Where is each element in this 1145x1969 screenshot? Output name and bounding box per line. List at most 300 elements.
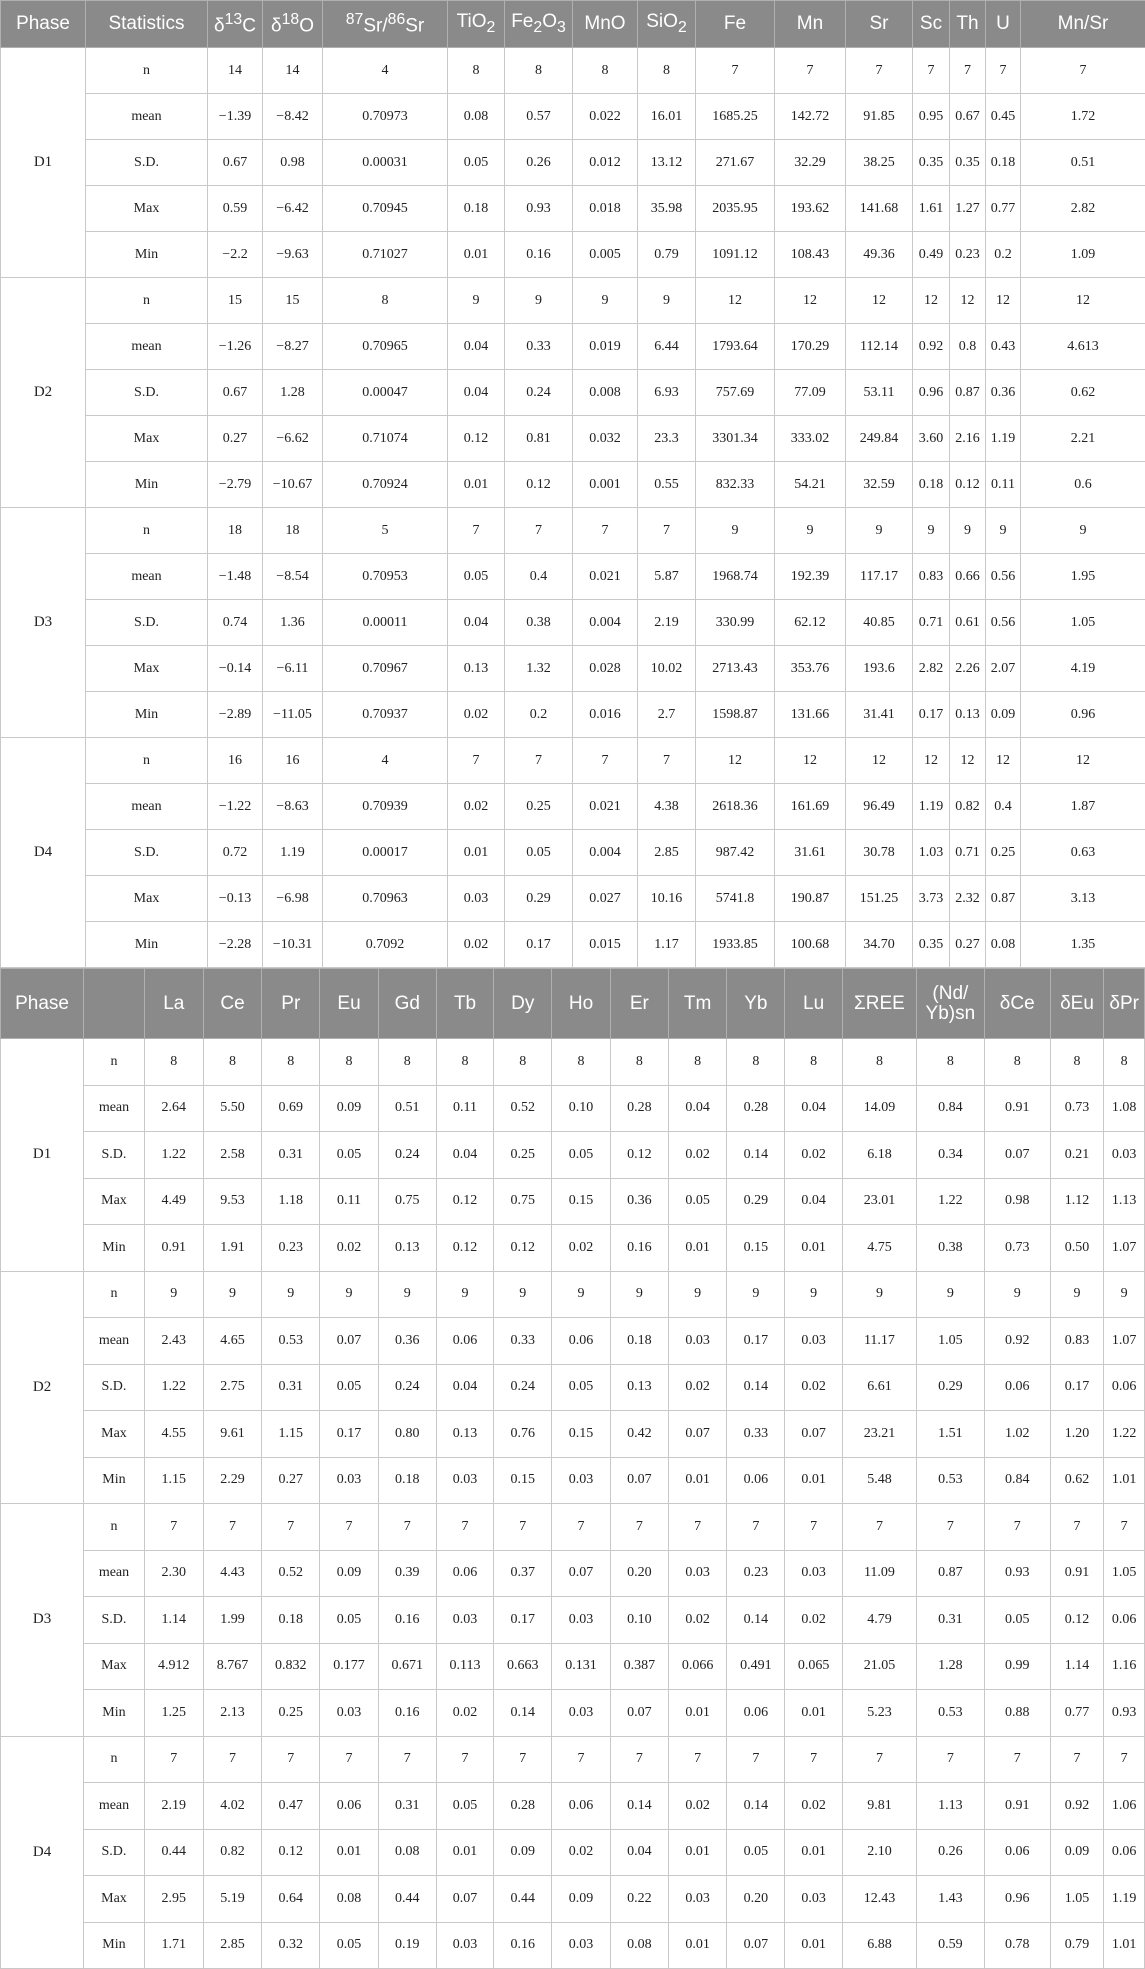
value-cell: 0.24	[378, 1364, 436, 1411]
value-cell: −8.42	[263, 94, 323, 140]
value-cell: 0.06	[1104, 1597, 1145, 1644]
statistic-label: mean	[84, 1550, 145, 1597]
value-cell: 0.96	[1021, 692, 1145, 738]
value-cell: 1968.74	[696, 554, 775, 600]
value-cell: 7	[986, 48, 1021, 94]
value-cell: 12	[986, 278, 1021, 324]
value-cell: 23.01	[842, 1178, 916, 1225]
value-cell: 1.16	[1104, 1643, 1145, 1690]
value-cell: 8	[552, 1039, 611, 1086]
value-cell: 2.75	[203, 1364, 262, 1411]
value-cell: 0.005	[573, 232, 638, 278]
value-cell: 1091.12	[696, 232, 775, 278]
value-cell: 0.28	[610, 1085, 668, 1132]
value-cell: −8.27	[263, 324, 323, 370]
header-phase: Phase	[1, 1, 86, 48]
value-cell: 9	[913, 508, 950, 554]
value-cell: 0.25	[494, 1132, 552, 1179]
value-cell: 0.06	[552, 1318, 611, 1365]
value-cell: 0.14	[727, 1783, 785, 1830]
value-cell: 757.69	[696, 370, 775, 416]
value-cell: 0.387	[610, 1643, 668, 1690]
header-sc: Sc	[913, 1, 950, 48]
statistic-label: S.D.	[84, 1597, 145, 1644]
value-cell: 0.47	[262, 1783, 320, 1830]
value-cell: 0.70939	[323, 784, 448, 830]
statistic-label: Max	[86, 876, 208, 922]
header-gd: Gd	[378, 969, 436, 1039]
value-cell: 0.05	[668, 1178, 727, 1225]
value-cell: 40.85	[846, 600, 913, 646]
value-cell: 7	[610, 1736, 668, 1783]
value-cell: 0.08	[448, 94, 505, 140]
value-cell: 0.01	[668, 1225, 727, 1272]
value-cell: 0.91	[144, 1225, 203, 1272]
header-ce: δCe	[984, 969, 1050, 1039]
value-cell: 32.59	[846, 462, 913, 508]
value-cell: 1.15	[262, 1411, 320, 1458]
value-cell: 23.3	[638, 416, 696, 462]
value-cell: 15	[208, 278, 263, 324]
value-cell: 0.84	[916, 1085, 984, 1132]
value-cell: 249.84	[846, 416, 913, 462]
table-row	[1, 554, 1145, 600]
value-cell: 0.03	[785, 1550, 843, 1597]
value-cell: 0.44	[378, 1876, 436, 1923]
value-cell: 0.05	[448, 554, 505, 600]
value-cell: 16	[208, 738, 263, 784]
value-cell: 0.52	[262, 1550, 320, 1597]
value-cell: 12	[696, 278, 775, 324]
phase-cell: D1	[1, 48, 86, 278]
value-cell: 0.015	[573, 922, 638, 968]
table-row	[1, 186, 1145, 232]
value-cell: 0.36	[610, 1178, 668, 1225]
table-row	[1, 1039, 1145, 1086]
value-cell: −2.2	[208, 232, 263, 278]
value-cell: 0.09	[320, 1550, 379, 1597]
value-cell: 7	[436, 1504, 494, 1551]
value-cell: 12	[696, 738, 775, 784]
value-cell: 2.32	[950, 876, 986, 922]
header-pr: Pr	[262, 969, 320, 1039]
table-row	[1, 738, 1145, 784]
value-cell: 1.36	[263, 600, 323, 646]
value-cell: 0.06	[984, 1829, 1050, 1876]
value-cell: 5741.8	[696, 876, 775, 922]
value-cell: 6.18	[842, 1132, 916, 1179]
statistic-label: mean	[84, 1318, 145, 1365]
value-cell: 0.67	[208, 370, 263, 416]
value-cell: 0.73	[984, 1225, 1050, 1272]
value-cell: 2.85	[638, 830, 696, 876]
value-cell: 1.25	[144, 1690, 203, 1737]
value-cell: 330.99	[696, 600, 775, 646]
value-cell: 0.03	[552, 1922, 611, 1969]
value-cell: 2.95	[144, 1876, 203, 1923]
value-cell: 0.07	[552, 1550, 611, 1597]
table-row	[1, 416, 1145, 462]
header-ree: ΣREE	[842, 969, 916, 1039]
value-cell: 2713.43	[696, 646, 775, 692]
statistic-label: Max	[84, 1411, 145, 1458]
value-cell: 9	[378, 1271, 436, 1318]
table-row	[1, 1597, 1145, 1644]
value-cell: 8	[727, 1039, 785, 1086]
value-cell: 0.03	[785, 1318, 843, 1365]
value-cell: 0.51	[1021, 140, 1145, 186]
value-cell: 2.82	[913, 646, 950, 692]
table-row	[1, 1411, 1145, 1458]
value-cell: 12	[775, 278, 846, 324]
value-cell: 0.01	[320, 1829, 379, 1876]
value-cell: 0.03	[436, 1597, 494, 1644]
header-ce: Ce	[203, 969, 262, 1039]
value-cell: 0.02	[785, 1364, 843, 1411]
value-cell: 0.04	[448, 370, 505, 416]
value-cell: 2.13	[203, 1690, 262, 1737]
value-cell: 23.21	[842, 1411, 916, 1458]
value-cell: 5	[323, 508, 448, 554]
value-cell: 0.28	[494, 1783, 552, 1830]
value-cell: 1.13	[916, 1783, 984, 1830]
value-cell: 7	[638, 738, 696, 784]
value-cell: 0.05	[552, 1132, 611, 1179]
value-cell: 0.43	[986, 324, 1021, 370]
value-cell: 2.07	[986, 646, 1021, 692]
value-cell: −8.63	[263, 784, 323, 830]
value-cell: 0.27	[262, 1457, 320, 1504]
header-col-1	[84, 969, 145, 1039]
value-cell: −0.13	[208, 876, 263, 922]
value-cell: 9	[846, 508, 913, 554]
value-cell: −2.28	[208, 922, 263, 968]
value-cell: 0.14	[610, 1783, 668, 1830]
value-cell: 0.05	[436, 1783, 494, 1830]
value-cell: 0.16	[378, 1690, 436, 1737]
value-cell: 0.74	[208, 600, 263, 646]
value-cell: 0.09	[552, 1876, 611, 1923]
value-cell: 0.17	[913, 692, 950, 738]
table-row	[1, 784, 1145, 830]
value-cell: 0.018	[573, 186, 638, 232]
value-cell: −11.05	[263, 692, 323, 738]
value-cell: 18	[208, 508, 263, 554]
value-cell: 14.09	[842, 1085, 916, 1132]
value-cell: 0.50	[1050, 1225, 1104, 1272]
value-cell: 0.008	[573, 370, 638, 416]
value-cell: 0.93	[1104, 1690, 1145, 1737]
table-row	[1, 830, 1145, 876]
value-cell: 0.71	[950, 830, 986, 876]
value-cell: 0.75	[378, 1178, 436, 1225]
value-cell: 0.93	[505, 186, 573, 232]
value-cell: 7	[573, 508, 638, 554]
header-er: Er	[610, 969, 668, 1039]
header-statistics: Statistics	[86, 1, 208, 48]
value-cell: 12	[950, 738, 986, 784]
table-row	[1, 1318, 1145, 1365]
value-cell: 9	[727, 1271, 785, 1318]
value-cell: −10.67	[263, 462, 323, 508]
header-fe2o3: $Fe_2O_3$	[505, 1, 573, 48]
value-cell: 0.14	[727, 1132, 785, 1179]
value-cell: 0.55	[638, 462, 696, 508]
value-cell: 0.08	[986, 922, 1021, 968]
value-cell: 333.02	[775, 416, 846, 462]
value-cell: 1598.87	[696, 692, 775, 738]
statistic-label: Max	[84, 1178, 145, 1225]
table-row	[1, 922, 1145, 968]
value-cell: 6.88	[842, 1922, 916, 1969]
value-cell: 0.25	[505, 784, 573, 830]
value-cell: 8	[378, 1039, 436, 1086]
value-cell: 7	[785, 1504, 843, 1551]
value-cell: 0.18	[378, 1457, 436, 1504]
value-cell: 0.00017	[323, 830, 448, 876]
value-cell: 2.30	[144, 1550, 203, 1597]
header-eu: Eu	[320, 969, 379, 1039]
value-cell: 0.01	[785, 1829, 843, 1876]
value-cell: 9	[950, 508, 986, 554]
value-cell: 0.15	[494, 1457, 552, 1504]
statistic-label: S.D.	[84, 1364, 145, 1411]
value-cell: 0.13	[436, 1411, 494, 1458]
value-cell: 0.21	[1050, 1132, 1104, 1179]
value-cell: −8.54	[263, 554, 323, 600]
value-cell: 190.87	[775, 876, 846, 922]
value-cell: 11.17	[842, 1318, 916, 1365]
value-cell: 7	[436, 1736, 494, 1783]
value-cell: 0.05	[320, 1364, 379, 1411]
statistic-label: n	[84, 1039, 145, 1086]
value-cell: 108.43	[775, 232, 846, 278]
value-cell: 7	[842, 1736, 916, 1783]
value-cell: 1.32	[505, 646, 573, 692]
value-cell: 1.07	[1104, 1225, 1145, 1272]
value-cell: 9	[448, 278, 505, 324]
value-cell: 1.06	[1104, 1783, 1145, 1830]
value-cell: −2.79	[208, 462, 263, 508]
value-cell: 9	[696, 508, 775, 554]
value-cell: 15	[263, 278, 323, 324]
isotope-major-trace-table	[0, 0, 1145, 968]
value-cell: 1.99	[203, 1597, 262, 1644]
phase-cell: D3	[1, 1504, 84, 1737]
value-cell: 142.72	[775, 94, 846, 140]
header-u: U	[986, 1, 1021, 48]
value-cell: 1.87	[1021, 784, 1145, 830]
value-cell: 0.663	[494, 1643, 552, 1690]
value-cell: 151.25	[846, 876, 913, 922]
value-cell: 9	[785, 1271, 843, 1318]
value-cell: 2035.95	[696, 186, 775, 232]
value-cell: 1.19	[263, 830, 323, 876]
value-cell: 0.016	[573, 692, 638, 738]
value-cell: 0.29	[916, 1364, 984, 1411]
value-cell: 7	[1050, 1736, 1104, 1783]
value-cell: 4.65	[203, 1318, 262, 1365]
value-cell: 0.31	[916, 1597, 984, 1644]
value-cell: 0.04	[448, 600, 505, 646]
value-cell: 7	[378, 1736, 436, 1783]
value-cell: 9	[668, 1271, 727, 1318]
value-cell: 0.27	[208, 416, 263, 462]
phase-cell: D1	[1, 1039, 84, 1272]
table-row	[1, 1876, 1145, 1923]
value-cell: 0.35	[913, 140, 950, 186]
value-cell: 0.87	[916, 1550, 984, 1597]
value-cell: −6.42	[263, 186, 323, 232]
value-cell: 4	[323, 48, 448, 94]
value-cell: 0.04	[785, 1085, 843, 1132]
header-13c: $\delta^{13}C$	[208, 1, 263, 48]
value-cell: 0.20	[610, 1550, 668, 1597]
value-cell: 7	[727, 1504, 785, 1551]
value-cell: 8	[610, 1039, 668, 1086]
value-cell: 0.79	[1050, 1922, 1104, 1969]
value-cell: 0.31	[262, 1132, 320, 1179]
value-cell: 0.05	[448, 140, 505, 186]
value-cell: 0.25	[986, 830, 1021, 876]
value-cell: 9	[984, 1271, 1050, 1318]
value-cell: 0.33	[494, 1318, 552, 1365]
value-cell: 0.31	[262, 1364, 320, 1411]
value-cell: 0.70937	[323, 692, 448, 738]
value-cell: 4.613	[1021, 324, 1145, 370]
value-cell: 7	[144, 1504, 203, 1551]
value-cell: 0.26	[916, 1829, 984, 1876]
statistic-label: Max	[84, 1643, 145, 1690]
value-cell: −1.39	[208, 94, 263, 140]
value-cell: 0.01	[785, 1690, 843, 1737]
header-eu: δEu	[1050, 969, 1104, 1039]
table-row	[1, 1736, 1145, 1783]
value-cell: 8	[505, 48, 573, 94]
value-cell: 193.6	[846, 646, 913, 692]
value-cell: 8	[144, 1039, 203, 1086]
value-cell: 0.26	[505, 140, 573, 186]
table-row	[1, 1643, 1145, 1690]
phase-cell: D4	[1, 738, 86, 968]
value-cell: 8	[262, 1039, 320, 1086]
value-cell: 0.63	[1021, 830, 1145, 876]
table-row	[1, 1178, 1145, 1225]
value-cell: 0.80	[378, 1411, 436, 1458]
value-cell: 8	[1104, 1039, 1145, 1086]
value-cell: 0.17	[320, 1411, 379, 1458]
value-cell: 0.03	[785, 1876, 843, 1923]
value-cell: 0.01	[785, 1457, 843, 1504]
value-cell: 141.68	[846, 186, 913, 232]
value-cell: 0.29	[505, 876, 573, 922]
value-cell: 1.13	[1104, 1178, 1145, 1225]
value-cell: 8	[573, 48, 638, 94]
value-cell: 0.05	[505, 830, 573, 876]
value-cell: 96.49	[846, 784, 913, 830]
table-row	[1, 1829, 1145, 1876]
statistic-label: mean	[86, 324, 208, 370]
value-cell: 0.02	[552, 1225, 611, 1272]
value-cell: 0.02	[668, 1597, 727, 1644]
value-cell: 170.29	[775, 324, 846, 370]
value-cell: 4	[323, 738, 448, 784]
phase-cell: D4	[1, 1736, 84, 1969]
value-cell: 3.60	[913, 416, 950, 462]
value-cell: 0.11	[436, 1085, 494, 1132]
value-cell: 100.68	[775, 922, 846, 968]
value-cell: 2.10	[842, 1829, 916, 1876]
value-cell: 1.08	[1104, 1085, 1145, 1132]
value-cell: 1.71	[144, 1922, 203, 1969]
table-row	[1, 1271, 1145, 1318]
value-cell: 12	[775, 738, 846, 784]
value-cell: 8	[320, 1039, 379, 1086]
value-cell: 14	[263, 48, 323, 94]
value-cell: 1.01	[1104, 1457, 1145, 1504]
value-cell: 131.66	[775, 692, 846, 738]
value-cell: 0.07	[436, 1876, 494, 1923]
value-cell: 0.17	[1050, 1364, 1104, 1411]
value-cell: 7	[950, 48, 986, 94]
phase-cell: D2	[1, 1271, 84, 1504]
header-dy: Dy	[494, 969, 552, 1039]
value-cell: 2.43	[144, 1318, 203, 1365]
value-cell: 7	[573, 738, 638, 784]
value-cell: 0.04	[436, 1364, 494, 1411]
value-cell: 7	[775, 48, 846, 94]
value-cell: 7	[552, 1736, 611, 1783]
value-cell: 1.35	[1021, 922, 1145, 968]
table-row	[1, 324, 1145, 370]
value-cell: 4.79	[842, 1597, 916, 1644]
value-cell: 0.16	[505, 232, 573, 278]
value-cell: 0.70953	[323, 554, 448, 600]
value-cell: 0.12	[505, 462, 573, 508]
value-cell: 1.95	[1021, 554, 1145, 600]
statistic-label: n	[84, 1736, 145, 1783]
value-cell: 9	[320, 1271, 379, 1318]
value-cell: 0.17	[494, 1597, 552, 1644]
value-cell: 62.12	[775, 600, 846, 646]
value-cell: 0.00031	[323, 140, 448, 186]
value-cell: 5.23	[842, 1690, 916, 1737]
value-cell: 0.01	[668, 1829, 727, 1876]
value-cell: 1.09	[1021, 232, 1145, 278]
value-cell: 0.06	[436, 1318, 494, 1365]
value-cell: 1.05	[1104, 1550, 1145, 1597]
value-cell: 4.38	[638, 784, 696, 830]
value-cell: 0.84	[984, 1457, 1050, 1504]
value-cell: 0.25	[262, 1690, 320, 1737]
value-cell: 1.27	[950, 186, 986, 232]
value-cell: 1.22	[1104, 1411, 1145, 1458]
value-cell: 9	[916, 1271, 984, 1318]
value-cell: 7	[505, 508, 573, 554]
phase-cell: D3	[1, 508, 86, 738]
header-pr: δPr	[1104, 969, 1145, 1039]
ree-table	[0, 968, 1145, 1969]
value-cell: 7	[494, 1504, 552, 1551]
value-cell: 0.03	[552, 1690, 611, 1737]
header-tm: Tm	[668, 969, 727, 1039]
statistic-label: Min	[86, 692, 208, 738]
statistic-label: S.D.	[84, 1132, 145, 1179]
value-cell: 1.43	[916, 1876, 984, 1923]
value-cell: 0.15	[552, 1178, 611, 1225]
value-cell: 0.09	[320, 1085, 379, 1132]
value-cell: 1933.85	[696, 922, 775, 968]
